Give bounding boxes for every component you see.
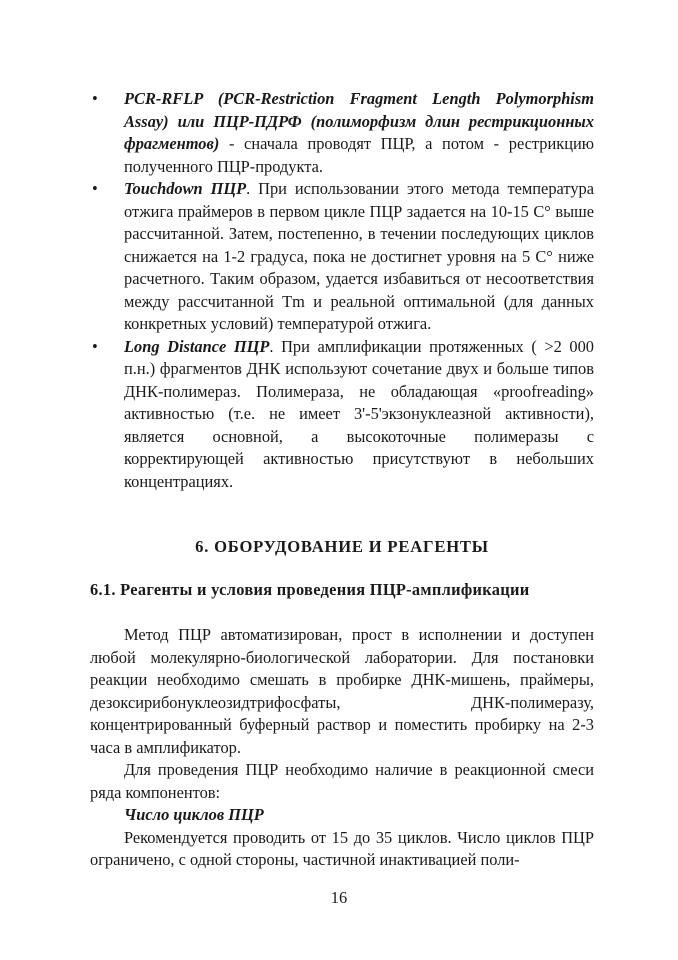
body-text (90, 624, 594, 872)
subheading: Число циклов ПЦР (124, 805, 264, 824)
bullet-item-touchdown (90, 178, 594, 336)
bullet-item-long-distance (90, 336, 594, 494)
section-title: 6. ОБОРУДОВАНИЕ И РЕАГЕНТЫ (195, 537, 489, 556)
bullet-term: Long Distance ПЦР (124, 336, 270, 356)
bullet-item-pcr-rflp (90, 88, 594, 178)
bullet-term: PCR-RFLP (PCR-Restriction Fragment Length Polymorphism Assay) или ПЦР-ПДРФ (полиморфизм длин рестрикционных фрагментов) (124, 89, 594, 153)
page-number: 16 (330, 888, 348, 907)
subsection-title: 6.1. Реагенты и условия проведения ПЦР-амплификации (90, 580, 530, 599)
paragraph: Рекомендуется проводить от 15 до 35 циклов. Число циклов ПЦР ограничено, с одной стороны, частичной инактивацией поли- (90, 827, 594, 869)
bullet-term: Touchdown ПЦР (124, 179, 247, 198)
bullet-list (90, 88, 594, 493)
paragraph: Для проведения ПЦР необходимо наличие в реакционной смеси ряда компонентов: (90, 760, 594, 802)
bullet-text: . При использовании этого метода температура отжига праймеров в первом цикле ПЦР задается на 10-15 С° выше рассчитанной. Затем, постепенно, в течении последующих циклов снижается на 1-2 градуса, пока не достигнет уровня на 5 С° ниже расчетного. Таким образом, удается избавиться от несоответствия между рассчитанной Tm и реальной оптимальной (для данных конкретных условий) температурой отжига. (124, 179, 594, 333)
bullet-dot-icon: • (92, 336, 98, 356)
bullet-dot-icon: • (92, 89, 98, 108)
paragraph: Метод ПЦР автоматизирован, прост в исполнении и доступен любой молекулярно-биологической лаборатории. Для постановки реакции необходимо смешать в пробирке ДНК-мишень, праймеры, дезоксирибонуклеозидтрифосфаты, ДНК-полимеразу, концентрированный буферный раствор и поместить пробирку на 2-3 часа в амплификатор. (90, 625, 594, 757)
bullet-text: - сначала проводят ПЦР, а потом - рестрикцию полученного ПЦР-продукта. (124, 134, 594, 176)
bullet-dot-icon: • (92, 179, 98, 198)
bullet-text: . При амплификации протяженных ( >2 000 п.н.) фрагментов ДНК используют сочетание двух и больше типов ДНК-полимераз. Полимераза, не обладающая «proofreading» активностью (т.е. не имеет 3'-5'экзонуклеазной активности), является основной, а высокоточные полимеразы с корректирующей активностью присутствуют в небольших концентрациях. (124, 336, 594, 491)
